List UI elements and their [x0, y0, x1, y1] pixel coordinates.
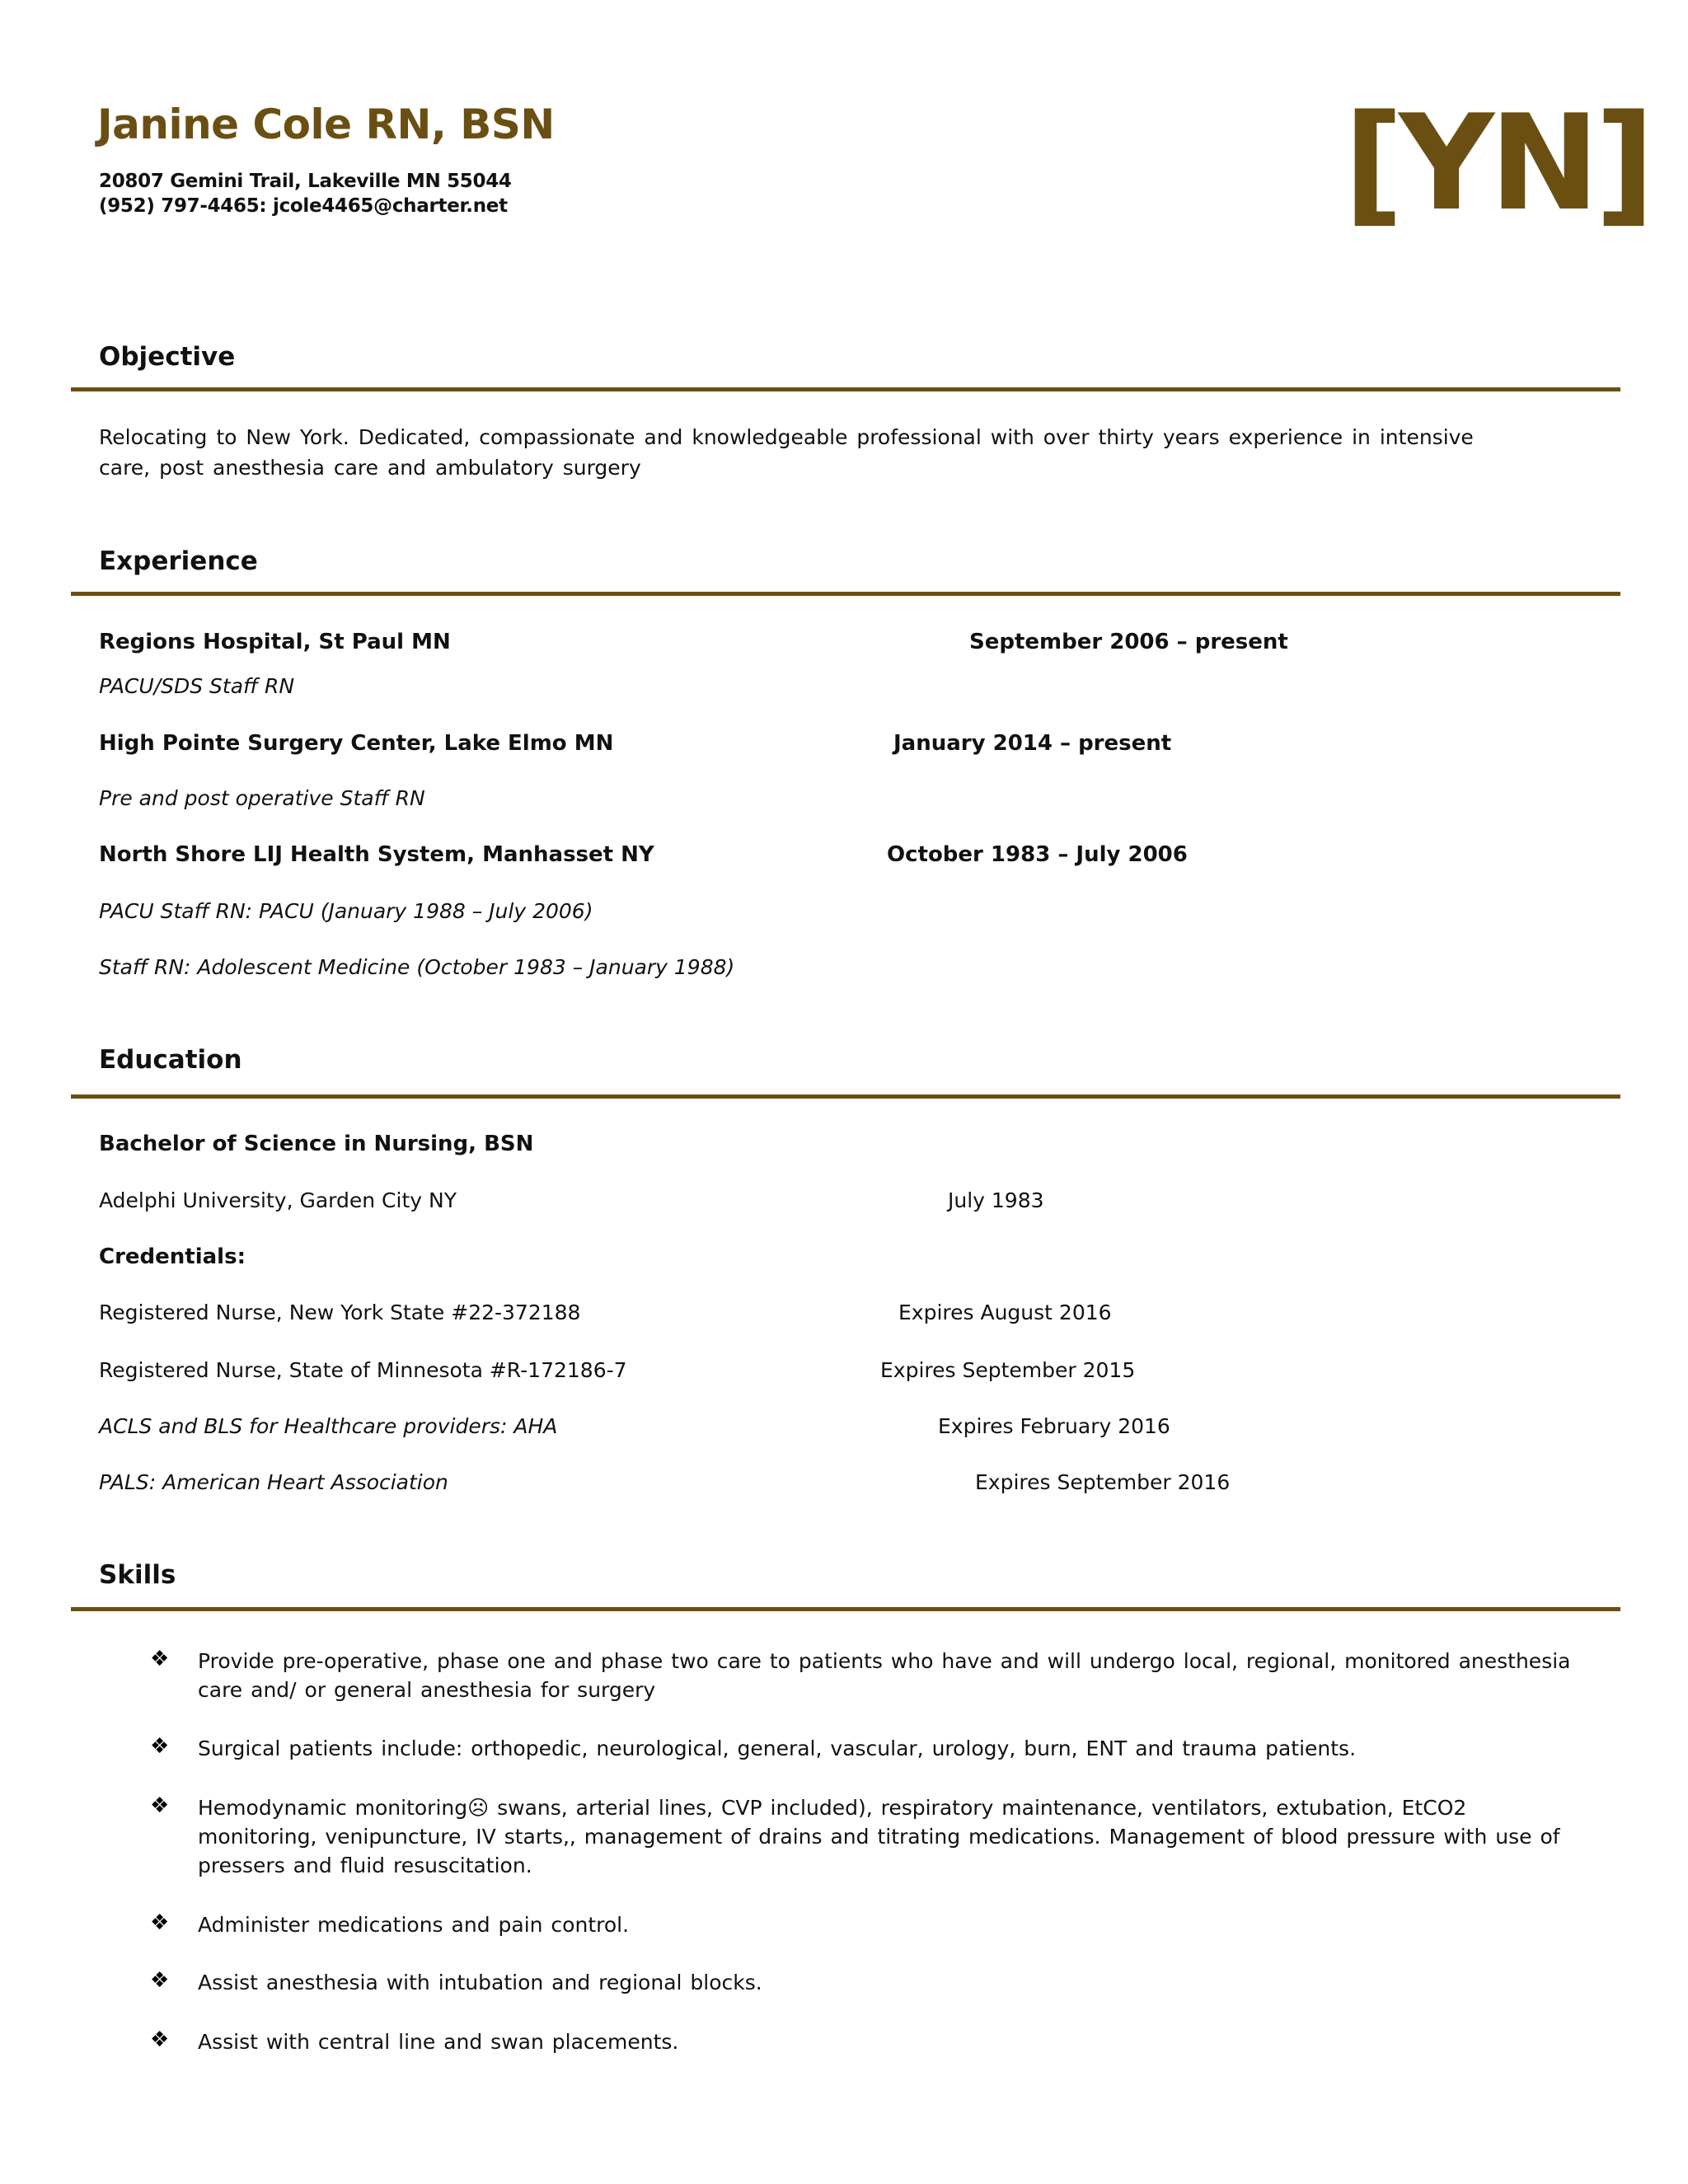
diamond-bullet-icon: ❖ — [150, 1910, 170, 1935]
job-dates: September 2006 – present — [969, 630, 1288, 654]
section-divider — [71, 387, 1620, 391]
skill-item: Administer medications and pain control. — [198, 1913, 630, 1937]
phone-email: (952) 797-4465: jcole4465@charter.net — [99, 195, 508, 217]
job-dates: January 2014 – present — [893, 731, 1172, 756]
contact-block — [99, 169, 512, 218]
job-role: PACU Staff RN: PACU (January 1988 – July 2006) — [99, 899, 593, 923]
skill-item: Hemodynamic monitoring☹ swans, arterial lines, CVP included), respiratory maintenance, ventilators, extubation, EtCO2 monitoring, venipuncture, IV starts,, management of drains and titrating medications. Management of blood pressure with use of pressers and fluid resuscitation. — [198, 1796, 1560, 1877]
credential-expires: Expires February 2016 — [938, 1414, 1170, 1438]
section-divider — [71, 592, 1620, 596]
job-role: Staff RN: Adolescent Medicine (October 1983 – January 1988) — [99, 955, 735, 979]
skill-item: Provide pre-operative, phase one and phase two care to patients who have and will undergo local, regional, monitored anesthesia care and/ or general anesthesia for surgery — [198, 1649, 1571, 1702]
credential-expires: Expires September 2015 — [880, 1358, 1136, 1382]
section-divider — [71, 1094, 1620, 1099]
diamond-bullet-icon: ❖ — [150, 2027, 170, 2052]
skills-heading: Skills — [99, 1560, 176, 1590]
section-divider — [71, 1607, 1620, 1611]
credential-name: Registered Nurse, New York State #22-372188 — [99, 1301, 581, 1324]
job-dates: October 1983 – July 2006 — [887, 842, 1188, 867]
skill-item: Assist anesthesia with intubation and regional blocks. — [198, 1971, 762, 1994]
credential-expires: Expires September 2016 — [975, 1470, 1231, 1494]
diamond-bullet-icon: ❖ — [150, 1734, 170, 1759]
education-heading: Education — [99, 1045, 242, 1075]
job-employer: North Shore LIJ Health System, Manhasset NY — [99, 842, 654, 867]
address: 20807 Gemini Trail, Lakeville MN 55044 — [99, 171, 512, 192]
diamond-bullet-icon: ❖ — [150, 1647, 170, 1671]
credential-name: Registered Nurse, State of Minnesota #R-172186-7 — [99, 1358, 627, 1382]
credential-name: ACLS and BLS for Healthcare providers: AHA — [99, 1414, 558, 1438]
job-employer: High Pointe Surgery Center, Lake Elmo MN — [99, 731, 614, 756]
skill-item: Assist with central line and swan placements. — [198, 2030, 679, 2054]
job-employer: Regions Hospital, St Paul MN — [99, 630, 451, 654]
credential-expires: Expires August 2016 — [898, 1301, 1112, 1324]
objective-text: Relocating to New York. Dedicated, compassionate and knowledgeable professional with over thirty years experience in intensive care, post anesthesia care and ambulatory surgery — [99, 425, 1474, 480]
objective-heading: Objective — [99, 342, 236, 372]
credentials-label: Credentials: — [99, 1244, 246, 1269]
school: Adelphi University, Garden City NY — [99, 1188, 457, 1212]
job-role: PACU/SDS Staff RN — [99, 674, 295, 698]
job-role: Pre and post operative Staff RN — [99, 786, 425, 810]
experience-heading: Experience — [99, 546, 258, 576]
diamond-bullet-icon: ❖ — [150, 1968, 170, 1993]
school-date: July 1983 — [948, 1188, 1044, 1212]
skill-item: Surgical patients include: orthopedic, neurological, general, vascular, urology, burn, ENT and trauma patients. — [198, 1736, 1357, 1760]
degree: Bachelor of Science in Nursing, BSN — [99, 1132, 534, 1156]
diamond-bullet-icon: ❖ — [150, 1793, 170, 1818]
credential-name: PALS: American Heart Association — [99, 1470, 448, 1494]
candidate-name: Janine Cole RN, BSN — [97, 101, 555, 148]
monogram-logo: [YN] — [1343, 86, 1651, 240]
